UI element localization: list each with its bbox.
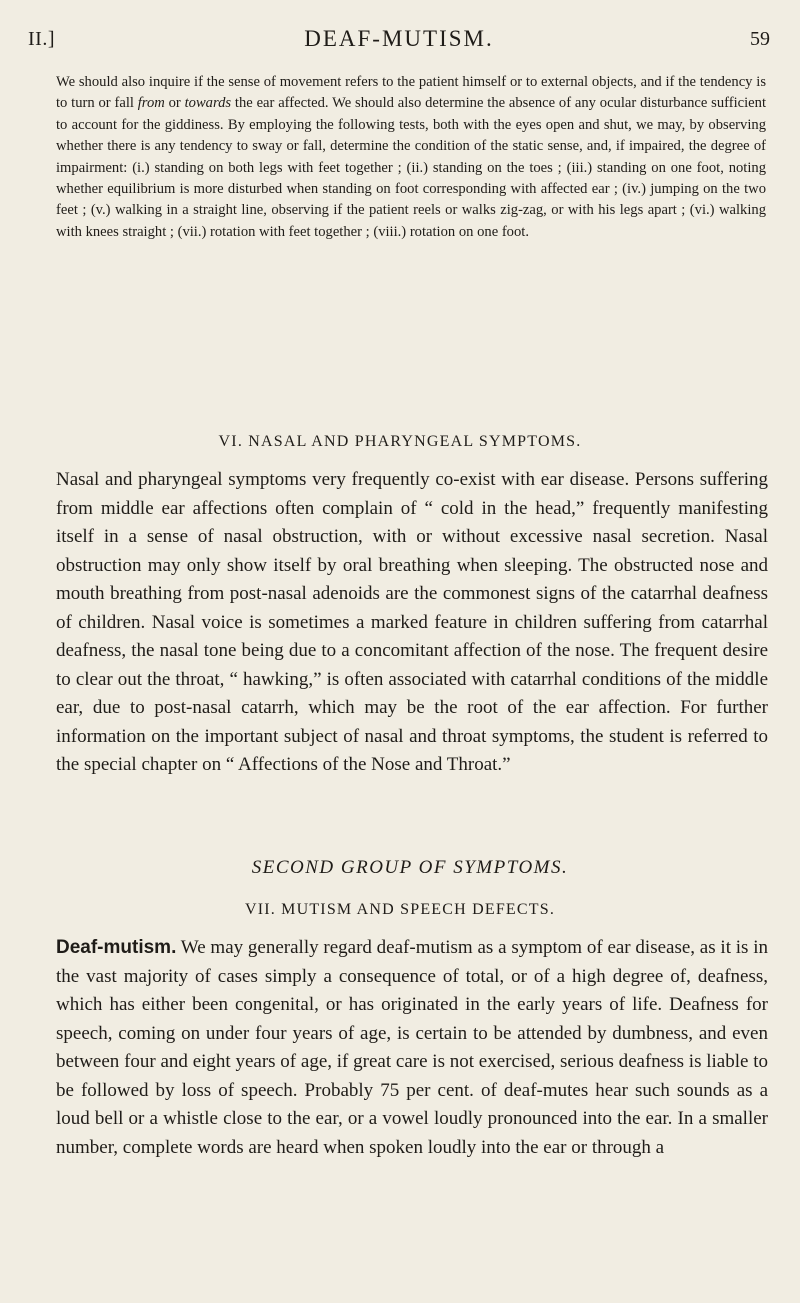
page-number: 59: [750, 28, 770, 50]
section-vii-text: We may generally regard deaf-mutism as a symptom of ear disease, as it is in the vast majority of cases simply a consequence of total, or of a high degree of, deafness, which has either been congenital, or has originated in the early years of life. Deafness for speech, coming on under four years of age, is certain to be attended by dumbness, and even between four and eight years of age, if great care is not exercised, serious deafness is liable to be followed by loss of speech. Probably 75 per cent. of deaf-mutes hear such sounds as a loud bell or a whistle close to the ear, or a vowel loudly pronounced into the ear. In a smaller number, complete words are heard when spoken loudly into the ear or through a: [56, 937, 768, 1158]
intro-text-b: or: [164, 95, 185, 112]
page-title: DEAF-MUTISM.: [304, 26, 494, 51]
section-vii-body: [56, 934, 768, 1162]
section-vii-heading: VII. MUTISM AND SPEECH DEFECTS.: [244, 901, 556, 918]
section-vi-body: Nasal and pharyngeal symptoms very frequently co-exist with ear disease. Persons suffering from middle ear affections often complain of “ cold in the head,” frequently manifesting itself in a sense of nasal obstruction, with or without excessive nasal secretion. Nasal obstruction may only show itself by oral breathing when sleeping. The obstructed nose and mouth breathing from post-nasal adenoids are the commonest signs of the catarrhal deafness of children. Nasal voice is sometimes a marked feature in children suffering from catarrhal deafness, the nasal tone being due to a concomitant affection of the nose. The frequent desire to clear out the throat, “ hawking,” is often associated with catarrhal conditions of the middle ear, due to post-nasal catarrh, which may be the root of the ear affection. For further information on the important subject of nasal and throat symptoms, the student is referred to the special chapter on “ Affections of the Nose and Throat.”: [56, 469, 768, 775]
section-vi-heading: VI. NASAL AND PHARYNGEAL SYMPTOMS.: [218, 433, 582, 450]
intro-paragraph: [56, 72, 766, 243]
intro-emphasis-towards: towards: [184, 95, 232, 112]
deaf-mutism-lead: Deaf-mutism.: [56, 937, 177, 958]
section-marker: II.]: [28, 28, 55, 50]
intro-text-a: We should also inquire if the sense of movement refers to the patient himself or to external objects, and if the tendency is to turn or fall: [56, 74, 766, 112]
intro-emphasis-from: from: [137, 95, 165, 112]
group-heading: SECOND GROUP OF SYMPTOMS.: [251, 857, 569, 878]
running-header: [28, 26, 770, 58]
intro-text-c: the ear affected. We should also determine the absence of any ocular disturbance sufficient to account for the giddiness. By employing the following tests, both with the eyes open and shut, we may, by observing whether there is any tendency to sway or fall, determine the condition of the static sense, and, if impaired, the degree of impairment: (i.) standing on both legs with feet together ; (ii.) standing on the toes ; (iii.) standing on one foot, noting whether equilibrium is more disturbed when standing on foot corresponding with affected ear ; (iv.) jumping on the two feet ; (v.) walking in a straight line, observing if the patient reels or walks zig-zag, or with his legs apart ; (vi.) walking with knees straight ; (vii.) rotation with feet together ; (viii.) rotation on one foot.: [56, 95, 766, 240]
